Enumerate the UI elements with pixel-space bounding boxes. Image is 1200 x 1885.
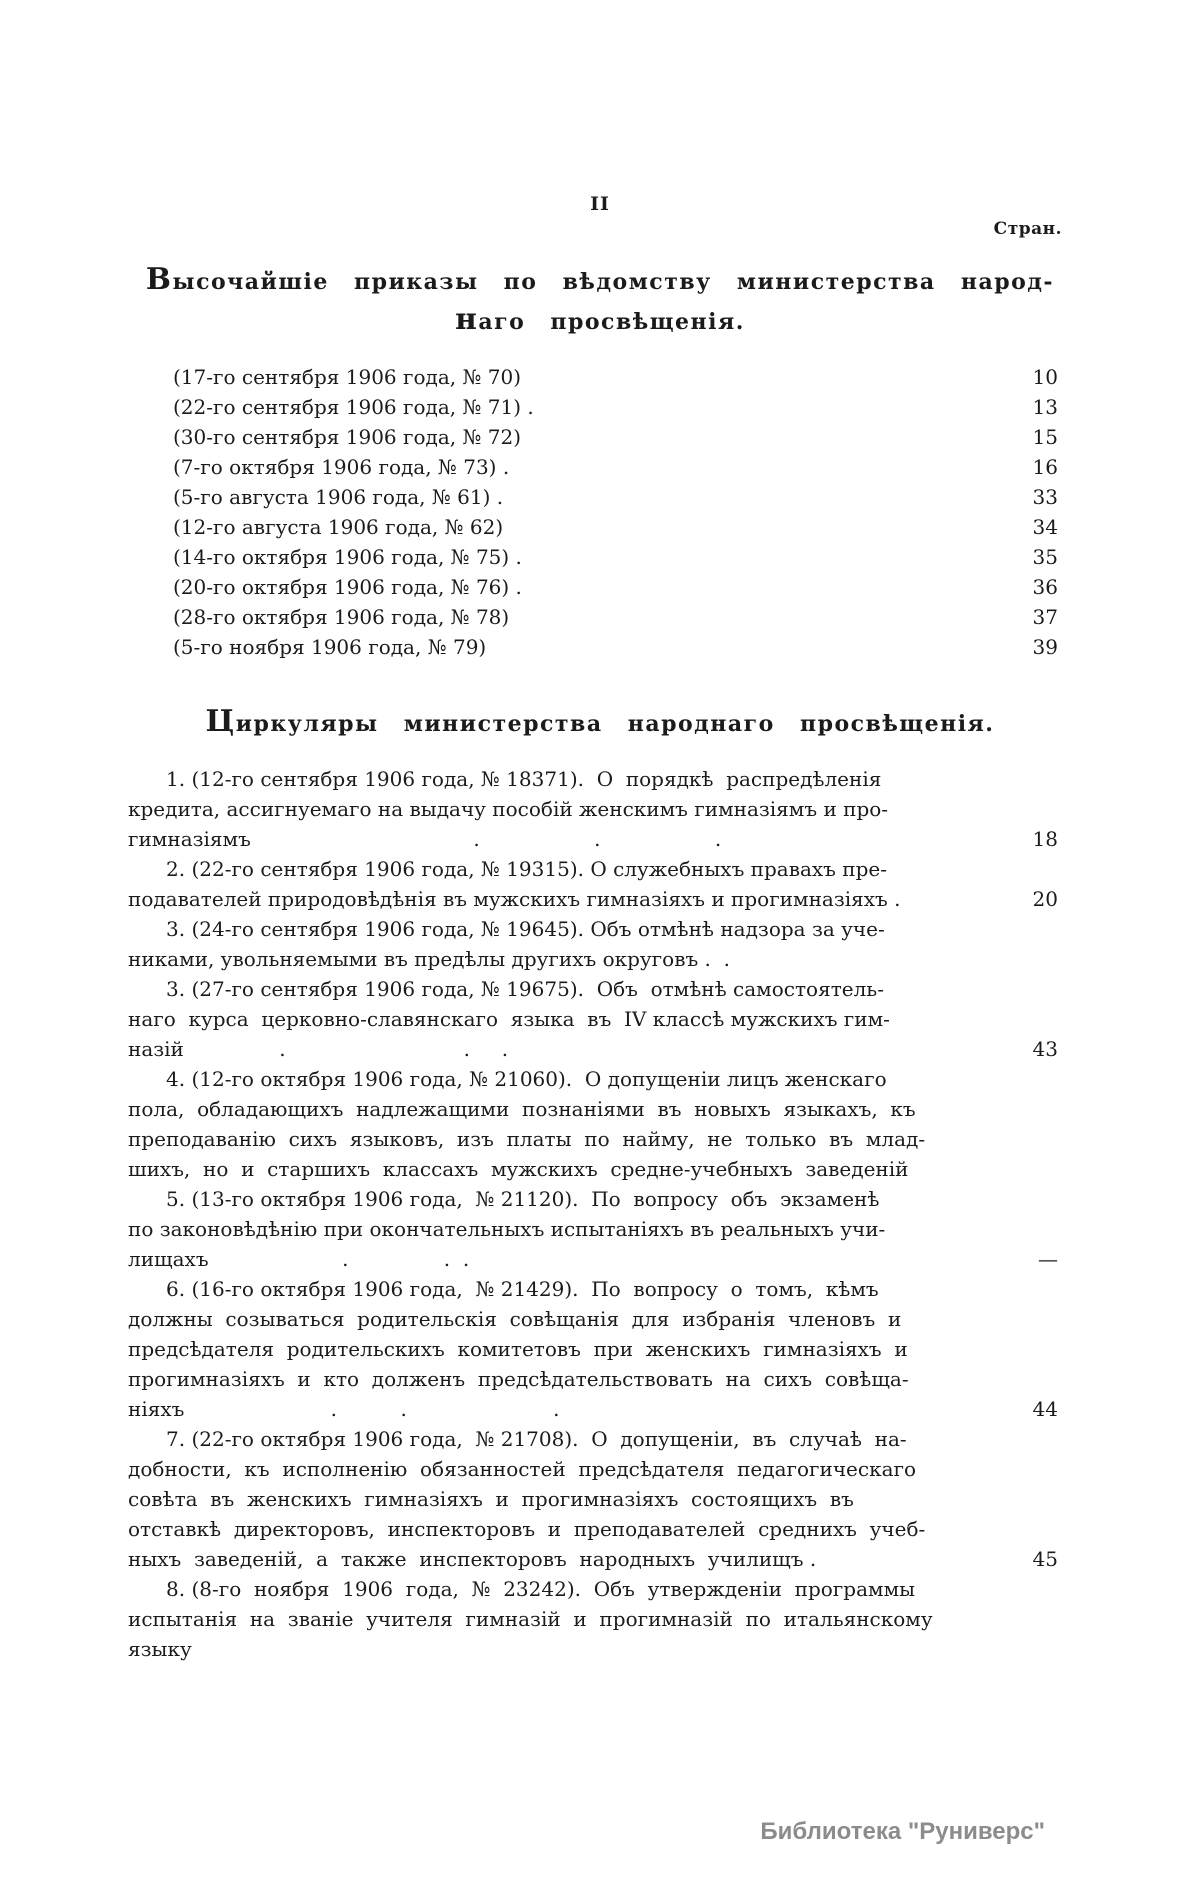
order-row: [128, 482, 1058, 512]
circular-page-number: 43: [1032, 1037, 1058, 1061]
order-page-number: 35: [1032, 545, 1058, 569]
order-entry-label: (17-го сентября 1906 года, № 70): [173, 365, 522, 389]
section-heading-orders: [100, 261, 1100, 341]
order-page-number: 10: [1032, 365, 1058, 389]
circular-line: по законовѣдѣнію при окончательныхъ испытаніяхъ въ реальныхъ учи-: [128, 1217, 886, 1241]
order-row: [128, 572, 1058, 602]
circular-line: языку: [128, 1637, 192, 1661]
section-heading-circulars-line1: Циркуляры министерства народнаго просвѣщенія.: [205, 704, 995, 739]
circular-item: [128, 1274, 1058, 1424]
order-row: [128, 512, 1058, 542]
circular-line: назій . . .: [128, 1037, 509, 1061]
circular-line: совѣта въ женскихъ гимназіяхъ и прогимназіяхъ состоящихъ въ: [128, 1487, 854, 1511]
section-heading-circulars: [100, 703, 1100, 743]
circular-line: прогимназіяхъ и кто долженъ предсѣдательствовать на сихъ совѣща-: [128, 1367, 909, 1391]
order-entry-label: (30-го сентября 1906 года, № 72): [173, 425, 522, 449]
circular-item: [128, 914, 1058, 974]
circular-line: подавателей природовѣдѣнія въ мужскихъ гимназіяхъ и прогимназіяхъ .: [128, 887, 901, 911]
circular-line: лищахъ . . .: [128, 1247, 470, 1271]
circular-line: 1. (12-го сентября 1906 года, № 18371). О порядкѣ распредѣленія: [166, 767, 882, 791]
order-row: [128, 602, 1058, 632]
circular-item: [128, 1064, 1058, 1184]
orders-list: [128, 362, 1058, 662]
circular-line: ніяхъ . . .: [128, 1397, 560, 1421]
circular-line: 5. (13-го октября 1906 года, № 21120). По вопросу объ экзаменѣ: [166, 1187, 880, 1211]
circular-line: отставкѣ директоровъ, инспекторовъ и преподавателей среднихъ учеб-: [128, 1517, 926, 1541]
circular-line: должны созываться родительскія совѣщанія для избранія членовъ и: [128, 1307, 902, 1331]
circular-item: [128, 854, 1058, 914]
order-entry-label: (20-го октября 1906 года, № 76) .: [173, 575, 522, 599]
circular-line: 6. (16-го октября 1906 года, № 21429). По вопросу о томъ, кѣмъ: [166, 1277, 879, 1301]
page-number: II: [590, 193, 610, 215]
page-column-header: Стран.: [993, 219, 1062, 239]
order-page-number: 36: [1032, 575, 1058, 599]
order-row: [128, 362, 1058, 392]
circular-line: 8. (8-го ноября 1906 года, № 23242). Объ утвержденіи программы: [166, 1577, 916, 1601]
order-page-number: 34: [1032, 515, 1058, 539]
order-entry-label: (22-го сентября 1906 года, № 71) .: [173, 395, 534, 419]
order-page-number: 15: [1032, 425, 1058, 449]
order-row: [128, 422, 1058, 452]
order-entry-label: (28-го октября 1906 года, № 78): [173, 605, 510, 629]
order-row: [128, 542, 1058, 572]
circular-line: 3. (24-го сентября 1906 года, № 19645). Объ отмѣнѣ надзора за уче-: [166, 917, 885, 941]
circular-page-number: —: [1038, 1247, 1058, 1271]
order-page-number: 16: [1032, 455, 1058, 479]
order-row: [128, 392, 1058, 422]
order-page-number: 39: [1032, 635, 1058, 659]
circular-line: ныхъ заведеній, а также инспекторовъ народныхъ училищъ .: [128, 1547, 817, 1571]
circular-line: пола, обладающихъ надлежащими познаніями въ новыхъ языкахъ, къ: [128, 1097, 916, 1121]
order-entry-label: (5-го августа 1906 года, № 61) .: [173, 485, 504, 509]
order-page-number: 33: [1032, 485, 1058, 509]
circular-item: [128, 764, 1058, 854]
circular-line: добности, къ исполненію обязанностей предсѣдателя педагогическаго: [128, 1457, 917, 1481]
circular-line: наго курса церковно-славянскаго языка въ IV классѣ мужскихъ гим-: [128, 1007, 890, 1031]
circular-line: 7. (22-го октября 1906 года, № 21708). О допущеніи, въ случаѣ на-: [166, 1427, 907, 1451]
circular-line: гимназіямъ . . .: [128, 827, 722, 851]
order-entry-label: (14-го октября 1906 года, № 75) .: [173, 545, 522, 569]
order-page-number: 37: [1032, 605, 1058, 629]
circular-item: [128, 1424, 1058, 1574]
circular-line: шихъ, но и старшихъ классахъ мужскихъ средне-учебныхъ заведеній: [128, 1157, 909, 1181]
section-heading-orders-line2: наго просвѣщенія.: [455, 302, 745, 337]
circular-line: предсѣдателя родительскихъ комитетовъ при женскихъ гимназіяхъ и: [128, 1337, 908, 1361]
circular-line: испытанія на званіе учителя гимназій и прогимназій по итальянскому: [128, 1607, 933, 1631]
order-row: [128, 452, 1058, 482]
circular-line: преподаванію сихъ языковъ, изъ платы по найму, не только въ млад-: [128, 1127, 926, 1151]
circular-page-number: 44: [1032, 1397, 1058, 1421]
circular-item: [128, 974, 1058, 1064]
order-page-number: 13: [1032, 395, 1058, 419]
section-heading-orders-line1: Высочайшіе приказы по вѣдомству министерства народ-: [145, 262, 1055, 297]
order-entry-label: (12-го августа 1906 года, № 62): [173, 515, 504, 539]
library-watermark: Библиотека "Руниверс": [760, 1818, 1045, 1845]
circular-line: кредита, ассигнуемаго на выдачу пособій женскимъ гимназіямъ и про-: [128, 797, 889, 821]
circular-line: 2. (22-го сентября 1906 года, № 19315). О служебныхъ правахъ пре-: [166, 857, 887, 881]
order-row: [128, 632, 1058, 662]
circular-page-number: 45: [1032, 1547, 1058, 1571]
circular-item: [128, 1574, 1058, 1664]
circular-line: 3. (27-го сентября 1906 года, № 19675). Объ отмѣнѣ самостоятель-: [166, 977, 884, 1001]
order-entry-label: (7-го октября 1906 года, № 73) .: [173, 455, 510, 479]
circular-page-number: 20: [1032, 887, 1058, 911]
circular-line: никами, увольняемыми въ предѣлы другихъ округовъ . .: [128, 947, 730, 971]
circulars-list: [128, 764, 1058, 1664]
circular-item: [128, 1184, 1058, 1274]
circular-line: 4. (12-го октября 1906 года, № 21060). О допущеніи лицъ женскаго: [166, 1067, 887, 1091]
order-entry-label: (5-го ноября 1906 года, № 79): [173, 635, 487, 659]
circular-page-number: 18: [1032, 827, 1058, 851]
